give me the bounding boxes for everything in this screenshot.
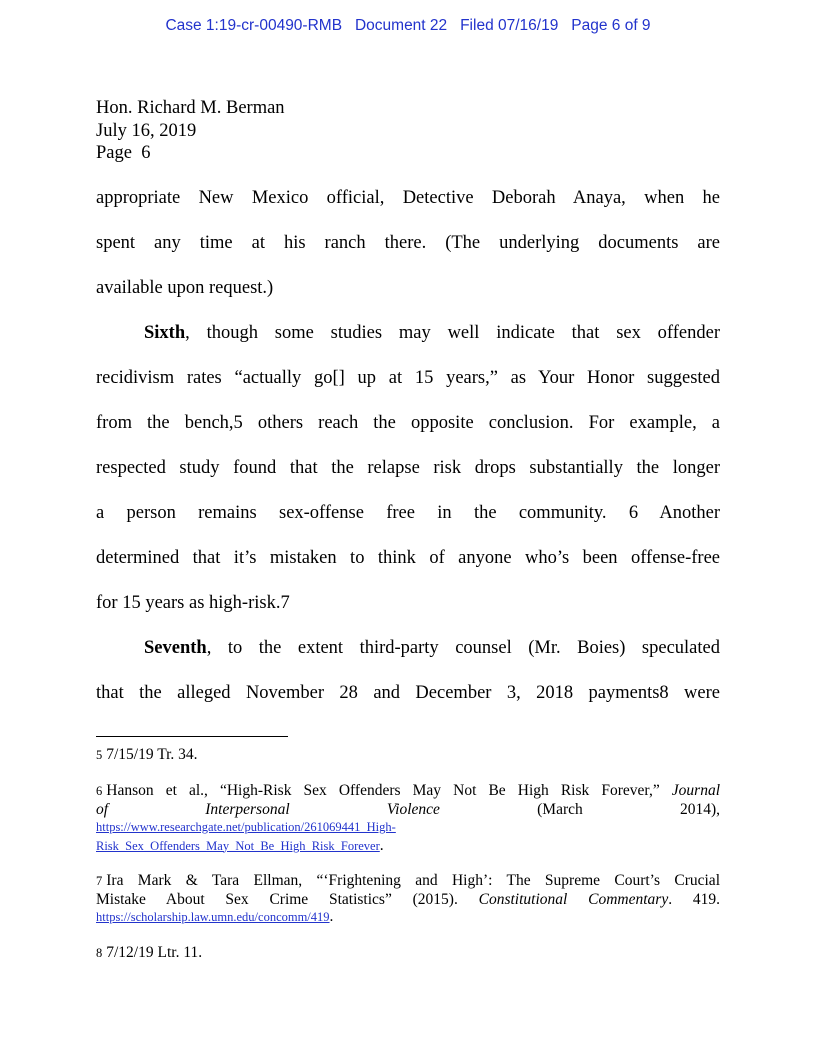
journal-title: Constitutional Commentary — [478, 890, 669, 908]
journal-title: of Interpersonal Violence — [96, 800, 440, 818]
footnote-6 — [96, 782, 720, 855]
footnote-line — [96, 782, 720, 801]
footnote-text: Hanson et al., “High-Risk Sex Offenders May Not Be High Risk Forever,” — [106, 782, 672, 799]
footnote-text: 7/12/19 Ltr. 11. — [106, 944, 203, 961]
footnote-line — [96, 818, 720, 837]
body-line: recidivism rates “actually go[] up at 15 years,” as Your Honor suggested — [96, 368, 720, 388]
scholarship-link[interactable]: https://scholarship.law.umn.edu/concomm/419 — [96, 910, 330, 924]
footnote-text: . — [329, 908, 334, 925]
footnote-text: . 419. — [668, 890, 720, 908]
body-line: from the bench,5 others reach the opposite conclusion. For example, a — [96, 413, 720, 433]
body-line: that the alleged November 28 and December 3, 2018 payments8 were — [96, 683, 720, 703]
body-line: appropriate New Mexico official, Detective Deborah Anaya, when he — [96, 188, 720, 208]
footnote-number: 7 — [96, 874, 103, 888]
paragraph-lead-sixth: Sixth — [144, 323, 186, 343]
filed-date: Filed 07/16/19 — [460, 17, 559, 34]
journal-title: Journal — [671, 782, 720, 799]
letter-date: July 16, 2019 — [96, 120, 197, 141]
footnote-line — [96, 891, 720, 909]
body-line: spent any time at his ranch there. (The underlying documents are — [96, 233, 720, 253]
body-line — [96, 319, 720, 364]
body-line: a person remains sex-offense free in the community. 6 Another — [96, 503, 720, 523]
body-line: available upon request.) — [96, 278, 274, 298]
footnote-text: Ira Mark & Tara Ellman, “‘Frightening and High’: The Supreme Court’s Crucial — [106, 872, 720, 889]
case-number: Case 1:19-cr-00490-RMB — [165, 17, 343, 34]
letter-body — [96, 184, 720, 724]
footnote-number: 5 — [96, 748, 103, 762]
body-line: respected study found that the relapse risk drops substantially the longer — [96, 458, 720, 478]
researchgate-link-cont[interactable]: Risk_Sex_Offenders_May_Not_Be_High_Risk_Forever — [96, 838, 380, 853]
body-line: for 15 years as high-risk.7 — [96, 593, 290, 613]
footnote-number: 6 — [96, 784, 103, 798]
paragraph-lead-seventh: Seventh — [144, 638, 207, 658]
body-line — [96, 634, 720, 679]
footnote-text: 7/15/19 Tr. 34. — [106, 746, 198, 763]
footnote-5 — [96, 746, 720, 765]
footnote-line — [96, 837, 720, 856]
footnote-number: 8 — [96, 946, 103, 960]
letter-address-block — [96, 97, 285, 165]
page-count: Page 6 of 9 — [571, 17, 651, 34]
researchgate-link[interactable]: https://www.researchgate.net/publication/261069441_High- — [96, 820, 396, 834]
footnote-line — [96, 908, 720, 927]
document-number: Document 22 — [354, 17, 448, 34]
letter-page: Page 6 — [96, 143, 151, 163]
footnote-7 — [96, 872, 720, 927]
body-text: , though some studies may well indicate that sex offender — [185, 323, 720, 343]
footnote-line — [96, 872, 720, 891]
footnote-text: Mistake About Sex Crime Statistics” (2015). — [96, 890, 479, 908]
footnote-8 — [96, 944, 720, 963]
footnote-line — [96, 801, 720, 819]
footnote-text: . — [379, 836, 384, 854]
body-text: , to the extent third-party counsel (Mr. Boies) speculated — [206, 638, 720, 658]
addressee: Hon. Richard M. Berman — [96, 98, 285, 118]
footnote-text: (March 2014), — [537, 800, 720, 818]
body-line: determined that it’s mistaken to think of anyone who’s been offense-free — [96, 548, 720, 568]
footnote-separator — [96, 736, 288, 737]
ecf-header — [0, 17, 816, 35]
